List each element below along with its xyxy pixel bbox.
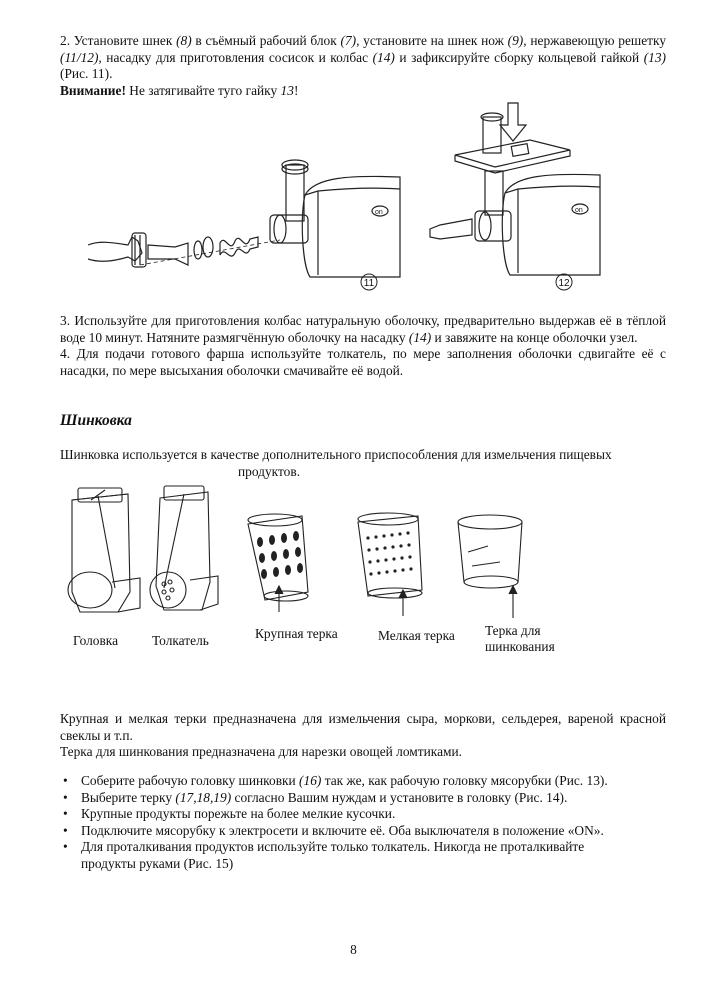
section-intro: Шинковка используется в качестве дополнительного приспособления для измельчения пищевых продуктов. (60, 447, 612, 479)
list-item: • Выберите терку (17,18,19) согласно Вашим нуждам и установите в головку (Рис. 14). (63, 789, 568, 805)
step3-paragraph: 3. Используйте для приготовления колбас натуральную оболочку, предварительно выдержав её в тёплой воде 10 минут. Натяните размягчённую оболочку на насадку (14) и завяжите на конце оболочки узел. 4. Для подачи готового фарша используйте толкатель, по мере заполнения оболочки сдвигайте её с насадки, по мере высыхания оболочки смачивайте её водой. (60, 313, 666, 378)
label-tolkatel: Толкатель (152, 633, 209, 648)
fig11-number: 11 (363, 278, 375, 289)
hand-illustration (88, 237, 142, 261)
sausage-nozzle-part (148, 243, 188, 265)
label-terka-shinkovaniya: Терка для шинкования (485, 623, 555, 654)
step2-paragraph: 2. Установите шнек (8) в съёмный рабочий блок (7), установите на шнек нож (9), нержавеющую решетку (11/12), насадку для приготовления сосисок и колбас (14) и зафиксируйте сборку кольцевой гайкой (13) (Рис. 11). Внимание! Не затягивайте туго гайку 13! (60, 33, 667, 98)
step4-paragraph: 4. Для подачи готового фарша используйте толкатель, по мере заполнения оболочки сдвигайте её с насадки, по мере высыхания оболочки смачивайте её водой. (60, 346, 666, 378)
motor-body-fig12 (502, 174, 600, 275)
list-item: • Подключите мясорубку к электросети и включите её. Оба выключателя в положение «ON». (63, 822, 604, 838)
label-golovka: Головка (73, 633, 119, 648)
svg-text:on: on (375, 209, 383, 216)
page-number: 8 (350, 942, 357, 957)
shredder-parts-figure (60, 482, 580, 632)
instruction-list (60, 773, 666, 872)
grater-description: Крупная и мелкая терки предназначена для измельчения сыра, моркови, сельдерея, вареной красной свеклы и т.п. Терка для шинкования предназначена для нарезки овощей ломтиками. (60, 711, 666, 759)
warning-line: Внимание! Не затягивайте туго гайку 13! (60, 82, 299, 98)
list-item: • Для проталкивания продуктов используйте только толкатель. Никогда не проталкивайте продукты руками (Рис. 15) (63, 839, 585, 871)
svg-text:on: on (575, 207, 583, 214)
list-item: • Крупные продукты порежьте на более мелкие кусочки. (63, 806, 396, 821)
pusher-illustration (150, 486, 218, 610)
grid-part (194, 241, 202, 259)
meat-grinder-assembly-figure (80, 95, 640, 295)
motor-body-fig11 (302, 176, 400, 277)
slicing-grater-illustration (458, 515, 522, 588)
label-krupnaya-terka: Крупная терка (255, 626, 338, 641)
fig12-number: 12 (558, 278, 570, 289)
auger-part (220, 237, 258, 256)
section-heading: Шинковка (60, 412, 132, 429)
list-item: • Соберите рабочую головку шинковки (16) так же, как рабочую головку мясорубки (Рис. 13). (63, 773, 608, 788)
shredder-head-illustration (68, 488, 140, 612)
tray-part (455, 140, 570, 173)
fine-grater-illustration (358, 513, 422, 598)
knife-part (203, 237, 213, 257)
label-melkaya-terka: Мелкая терка (378, 628, 455, 643)
insert-arrow-icon (500, 103, 526, 141)
working-block-fig12 (430, 171, 511, 241)
